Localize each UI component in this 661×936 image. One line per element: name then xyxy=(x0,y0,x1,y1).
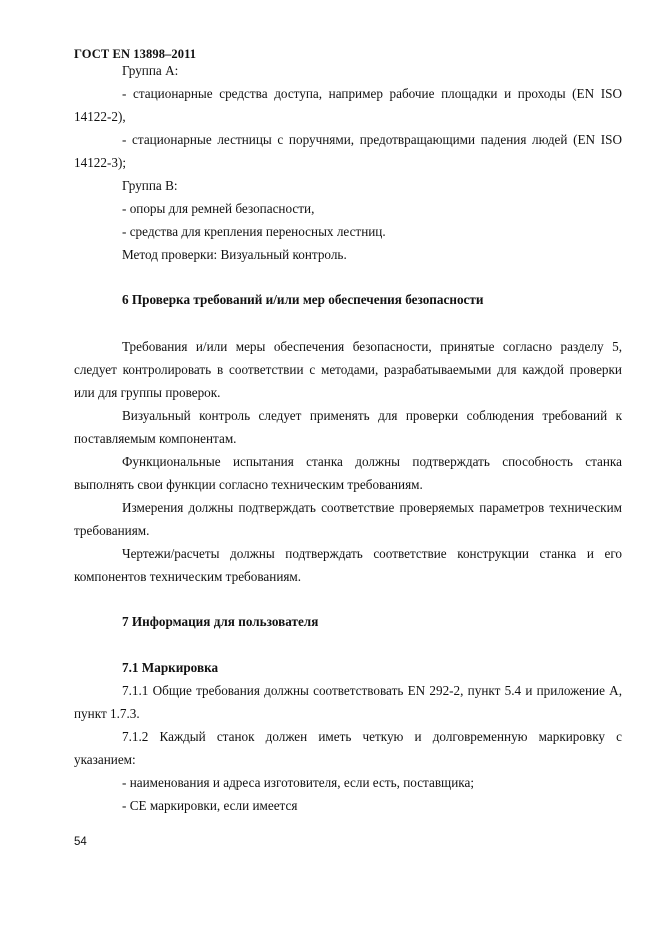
paragraph-line: указанием: xyxy=(74,752,136,767)
paragraph-line: 7.1.1 Общие требования должны соответствовать EN 292-2, пункт 5.4 и приложение А, xyxy=(122,683,622,698)
list-item: - средства для крепления переносных лестниц. xyxy=(122,224,386,239)
subsection-7-1-heading: 7.1 Маркировка xyxy=(122,660,219,675)
paragraph-line: поставляемым компонентам. xyxy=(74,431,237,446)
paragraph-line: Чертежи/расчеты должны подтверждать соответствие конструкции станка и его xyxy=(122,546,622,561)
group-a-label: Группа А: xyxy=(122,63,179,78)
section-7-heading: 7 Информация для пользователя xyxy=(122,614,319,629)
paragraph-line: или для группы проверок. xyxy=(74,385,221,400)
verification-method: Метод проверки: Визуальный контроль. xyxy=(122,247,347,262)
paragraph-line: пункт 1.7.3. xyxy=(74,706,140,721)
paragraph-line: компонентов техническим требованиям. xyxy=(74,569,302,584)
list-item-continuation: 14122-3); xyxy=(74,155,127,170)
section-6-heading: 6 Проверка требований и/или мер обеспечения безопасности xyxy=(122,292,484,307)
document-code-header: ГОСТ EN 13898–2011 xyxy=(74,47,197,61)
page-number: 54 xyxy=(74,836,87,848)
paragraph-line: Требования и/или меры обеспечения безопасности, принятые согласно разделу 5, xyxy=(122,339,622,354)
paragraph-line: Функциональные испытания станка должны подтверждать способность станка xyxy=(122,454,622,469)
list-item-continuation: 14122-2), xyxy=(74,109,126,124)
list-item: - стационарные средства доступа, например рабочие площадки и проходы (EN ISO xyxy=(122,86,622,101)
list-item: - опоры для ремней безопасности, xyxy=(122,201,315,216)
paragraph-line: Измерения должны подтверждать соответствие проверяемых параметров техническим xyxy=(122,500,622,515)
paragraph-line: 7.1.2 Каждый станок должен иметь четкую и долговременную маркировку с xyxy=(122,729,622,744)
paragraph-line: выполнять свои функции согласно техническим требованиям. xyxy=(74,477,423,492)
group-b-label: Группа В: xyxy=(122,178,178,193)
list-item: - стационарные лестницы с поручнями, предотвращающими падения людей (EN ISO xyxy=(122,132,622,147)
paragraph-line: следует контролировать в соответствии с методами, разрабатываемыми для каждой проверки xyxy=(74,362,622,377)
paragraph-line: требованиям. xyxy=(74,523,150,538)
list-item: - СЕ маркировки, если имеется xyxy=(122,798,298,813)
paragraph-line: Визуальный контроль следует применять для проверки соблюдения требований к xyxy=(122,408,622,423)
list-item: - наименования и адреса изготовителя, если есть, поставщика; xyxy=(122,775,474,790)
